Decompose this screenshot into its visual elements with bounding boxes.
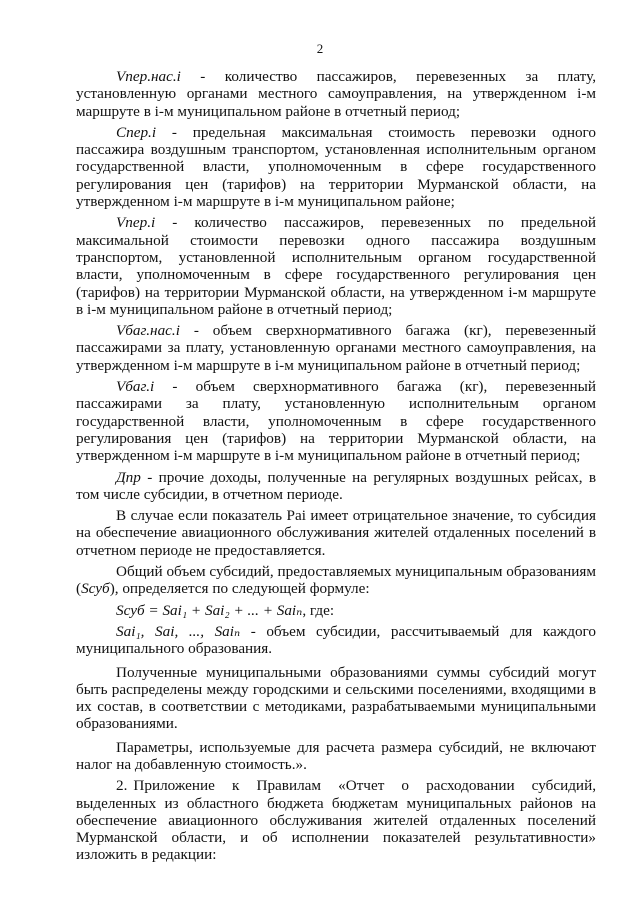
formula-tail: , где: [302,601,335,619]
definition-term: Дпр [116,468,141,486]
definition-term: Vпер.i [116,214,156,232]
definition-text: - объем сверхнормативного багажа (кг), перевезенный пассажирами за плату, установленную органами местного самоуправления, на утвержденном i-м маршруте в i-м муниципальном районе в отчетный период; [76,322,596,374]
definition-max-cost [76,124,596,210]
text-span: Общий объем субсидий, предоставляемых муниципальным образованиям ( [76,563,596,598]
definition-baggage-regional [76,378,596,464]
definition-passengers-max-cost [76,214,596,318]
item-2 [76,777,596,863]
paragraph-negative-note: В случае если показатель Раi имеет отрицательное значение, то субсидия на обеспечение авиационного обслуживания жителей отдаленных поселений в отчетном периоде не предоставляется. [76,507,596,559]
definition-text: - предельная максимальная стоимость перевозки одного пассажира воздушным транспортом, установленная исполнительным органом государственной власти, уполномоченным в сфере государственного регулирования цен (тарифов) на территории Мурманской области, на утвержденном i-м маршруте в i-м муниципальном районе; [76,123,596,211]
definition-passengers-municipal [76,68,596,120]
definition-text: - прочие доходы, полученные на регулярных воздушных рейсах, в том числе субсидии, в отчетном периоде. [76,468,596,503]
definition-text: - количество пассажиров, перевезенных по предельной максимальной стоимости перевозки одного пассажира воздушным транспортом, установленной исполнительным органом государственной власти, уполномоченным в сфере государственного регулирования цен (тарифов) на территории Мурманской области, на утвержденном i-м маршруте в i-м муниципальном районе в отчетный период; [76,214,596,318]
definition-baggage-municipal [76,322,596,374]
formula-term-text: - объем субсидии, рассчитываемый для каждого муниципального образования. [76,622,596,658]
definition-term: Vбаг.i [116,378,155,396]
page-number: 2 [316,41,324,56]
item-number: 2. [116,777,128,795]
formula-term: Sai₁, Sai, ..., Saiₙ [116,622,241,640]
paragraph-distribution: Полученные муниципальными образованиями суммы субсидий могут быть распределены между городскими и сельскими поселениями, входящими в их состав, в соответствии с методиками, разрабатываемыми муниципальными образованиями. [76,663,596,733]
document-body [76,68,596,868]
formula: Sсуб = Sai₁ + Sai₂ + ... + Saiₙ [116,601,303,619]
definition-other-income [76,469,596,504]
formula-line [76,602,596,619]
definition-term: Vпер.нас.i [116,68,181,85]
definition-term: Спер.i [116,123,157,141]
item-text: Приложение к Правилам «Отчет о расходовании субсидий, выделенных из областного бюджета бюджетам муниципальных районов на обеспечение авиационного обслуживания жителей отдаленных поселений Мурманской области, и об исполнении показателей результативности» изложить в редакции: [76,777,596,864]
formula-definition [76,623,596,658]
definition-text: - количество пассажиров, перевезенных за плату, установленную органами местного самоуправления, на утвержденном i-м маршруте в i-м муниципальном районе в отчетный период; [76,68,596,120]
text-span: ), определяется по следующей формуле: [109,580,370,598]
paragraph-total-intro [76,563,596,598]
subsidy-symbol: Sсуб [81,580,110,598]
paragraph-vat-note: Параметры, используемые для расчета размера субсидий, не включают налог на добавленную стоимость.». [76,738,596,773]
definition-text: - объем сверхнормативного багажа (кг), перевезенный пассажирами за плату, установленную исполнительным органом государственной власти, уполномоченным в сфере государственного регулирования цен (тарифов) на территории Мурманской области, на утвержденном i-м маршруте в i-м муниципальном районе в отчетный период; [76,378,596,465]
definition-term: Vбаг.нас.i [116,322,180,340]
